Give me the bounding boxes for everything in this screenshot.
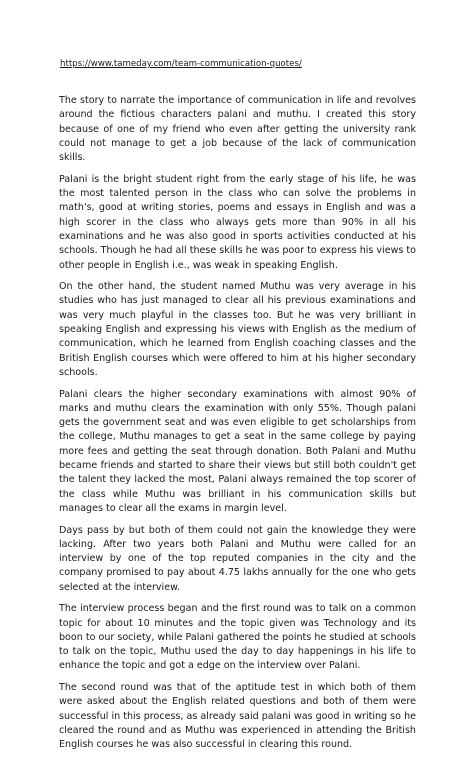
- paragraph-palani: Palani is the bright student right from the early stage of his life, he was the most talented person in the class who can solve the problems in math's, good at writing stories, poems and essays in English and was a high scorer in the class who always gets more than 90% in all his examinations and he was also good in sports activities conducted at his schools. Though he had all these skills he was poor to express his views to other people in English i.e., was weak in speaking English.: [59, 173, 416, 271]
- paragraph-interview-call: Days pass by but both of them could not gain the knowledge they were lacking. After two years both Palani and Muthu were called for an interview by one of the top reputed companies in the city and the company promised to pay about 4.75 lakhs annually for the one who gets selected at the interview.: [59, 524, 416, 593]
- paragraph-muthu: On the other hand, the student named Muthu was very average in his studies who has just managed to clear all his previous examinations and was very much playful in the classes too. But he was very brilliant in speaking English and expressing his views with English as the medium of communication, which he learned from English coaching classes and the British English courses which were offered to him at his higher secondary schools.: [59, 281, 416, 378]
- paragraph-first-round: The interview process began and the first round was to talk on a common topic for about 10 minutes and the topic given was Technology and its boon to our society, while Palani gathered the points he studied at schools to talk on the topic, Muthu used the day to day happenings in his life to enhance the topic and got a edge on the interview over Palani.: [59, 603, 416, 672]
- paragraph-examinations: Palani clears the higher secondary examinations with almost 90% of marks and muthu clears the examination with only 55%. Though palani gets the government seat and was even eligible to get scholarships from the college, Muthu manages to get a seat in the same college by paying more fees and getting the seat through donation. Both Palani and Muthu became friends and started to share their views but still both couldn't get the talent they lacked the most, Palani always remained the top scorer of the class while Muthu was brilliant in his communication skills but manages to clear all the exams in margin level.: [59, 388, 416, 514]
- source-link[interactable]: https://www.tameday.com/team-communication-quotes/: [60, 59, 302, 69]
- paragraph-intro: The story to narrate the importance of communication in life and revolves around the fictious characters palani and muthu. I created this story because of one of my friend who even after getting the university rank could not manage to get a job because of the lack of communication skills.: [59, 95, 416, 164]
- story-body: [59, 94, 416, 760]
- paragraph-second-round: The second round was that of the aptitude test in which both of them were asked about the English related questions and both of them were successful in this process, as already said palani was good in writing so he cleared the round and as Muthu was experienced in attending the British English courses he was also successful in clearing this round.: [59, 682, 416, 751]
